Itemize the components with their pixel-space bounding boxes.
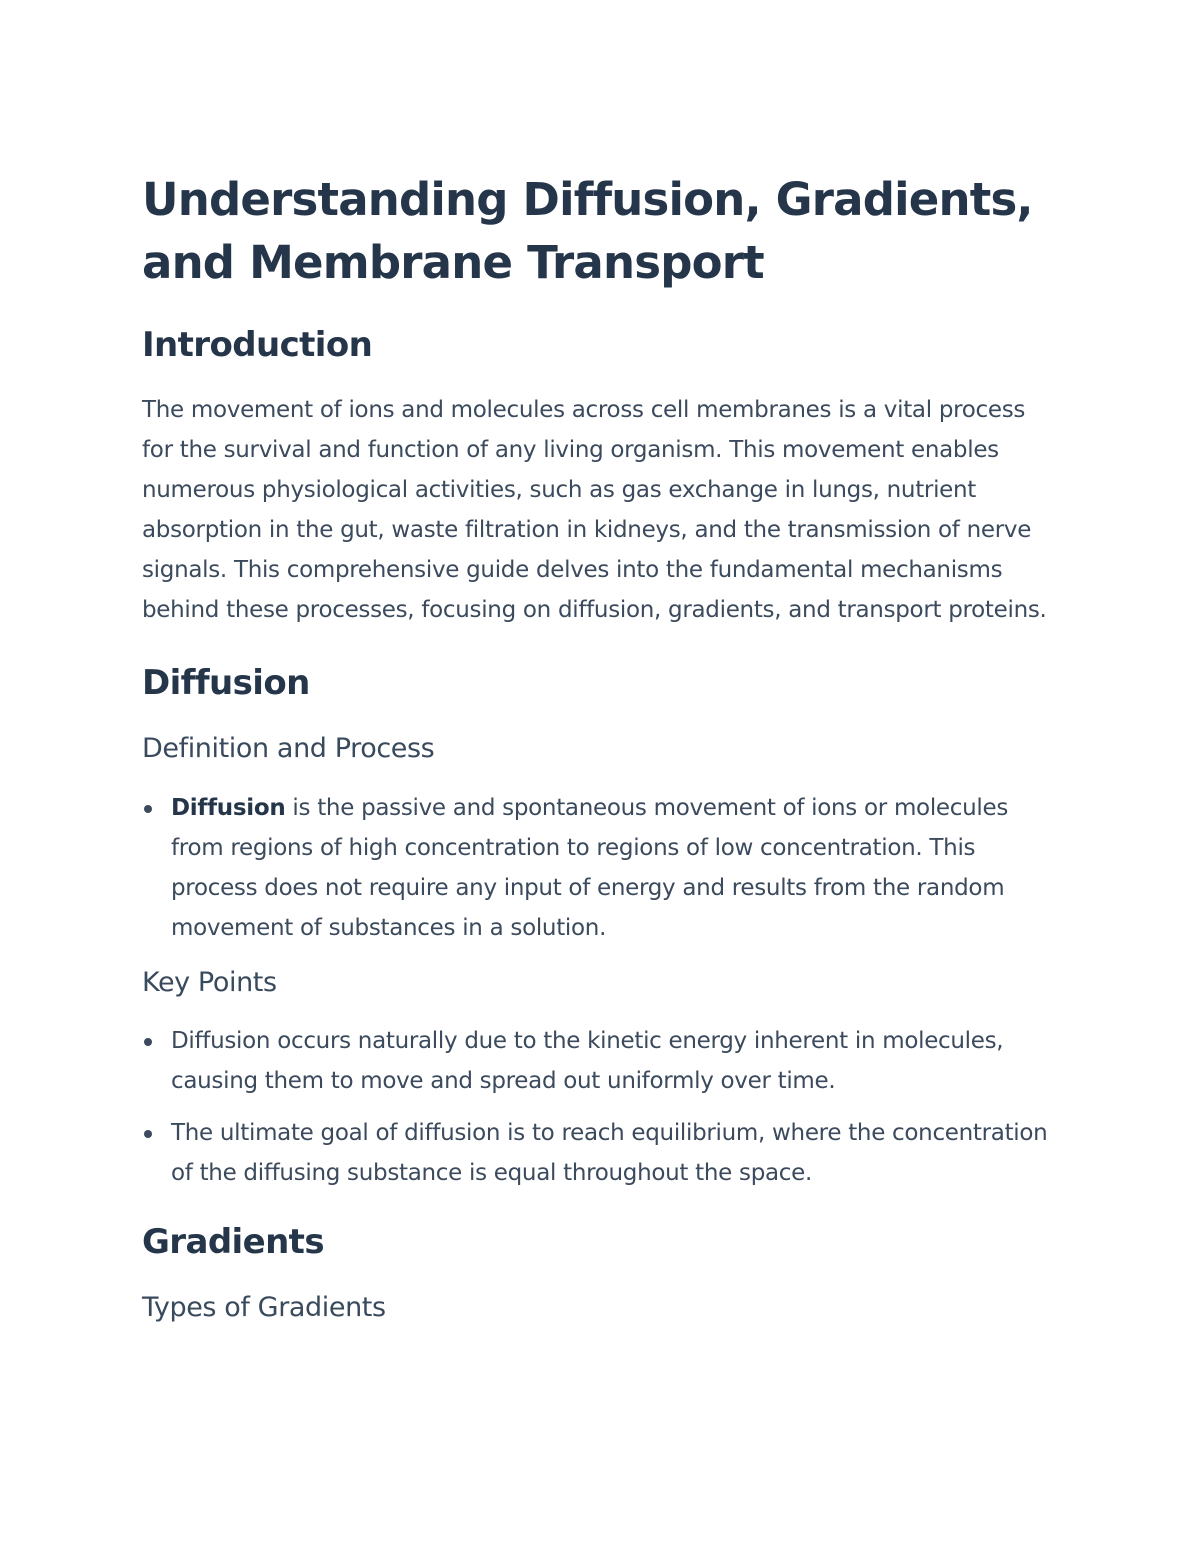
gradients-heading: Gradients bbox=[142, 1222, 324, 1262]
definition-subheading: Definition and Process bbox=[142, 733, 435, 764]
list-item: The ultimate goal of diffusion is to reach equilibrium, where the concentration of the diffusing substance is equal throughout the space. bbox=[142, 1113, 1062, 1193]
types-of-gradients-subheading: Types of Gradients bbox=[142, 1292, 386, 1323]
definition-list bbox=[142, 788, 1062, 948]
introduction-paragraph: The movement of ions and molecules across cell membranes is a vital process for the survival and function of any living organism. This movement enables numerous physiological activities, such as gas exchange in lungs, nutrient absorption in the gut, waste filtration in kidneys, and the transmission of nerve signals. This comprehensive guide delves into the fundamental mechanisms behind these processes, focusing on diffusion, gradients, and transport proteins. bbox=[142, 397, 1047, 623]
list-item: Diffusion occurs naturally due to the kinetic energy inherent in molecules, causing them to move and spread out uniformly over time. bbox=[142, 1021, 1062, 1101]
key-points-list bbox=[142, 1021, 1062, 1193]
list-item bbox=[142, 788, 1062, 948]
diffusion-heading: Diffusion bbox=[142, 663, 310, 703]
introduction-heading: Introduction bbox=[142, 325, 373, 365]
key-points-subheading: Key Points bbox=[142, 967, 277, 998]
document-title: Understanding Diffusion, Gradients, and Membrane Transport bbox=[142, 173, 1033, 289]
document-page bbox=[142, 168, 1062, 1326]
definition-term: Diffusion bbox=[171, 795, 286, 821]
definition-text: is the passive and spontaneous movement of ions or molecules from regions of high concentration to regions of low concentration. This process does not require any input of energy and results from the random movement of substances in a solution. bbox=[171, 795, 1009, 941]
